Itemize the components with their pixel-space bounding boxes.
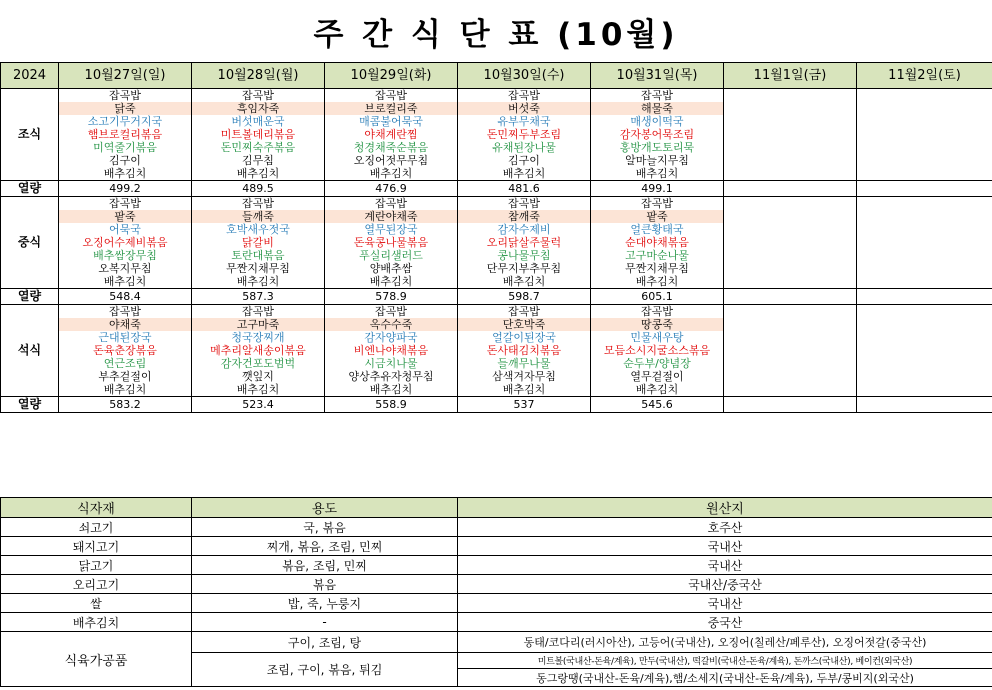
calorie-cell[interactable]: 545.6 xyxy=(591,397,724,413)
calorie-cell[interactable] xyxy=(724,397,857,413)
calorie-row xyxy=(1,181,992,197)
calorie-cell[interactable]: 598.7 xyxy=(458,289,591,305)
origin-row-processed xyxy=(1,632,992,653)
menu-cell[interactable]: 매생이떡국 xyxy=(591,115,724,128)
menu-cell[interactable] xyxy=(724,370,857,383)
menu-cell[interactable] xyxy=(724,344,857,357)
origin-row xyxy=(1,594,992,613)
menu-cell[interactable]: 흑임자죽 xyxy=(192,102,325,115)
menu-cell[interactable]: 양배추쌈 xyxy=(325,262,458,275)
menu-cell[interactable] xyxy=(857,331,992,344)
origin-origin-cell[interactable]: 국내산 xyxy=(458,594,992,613)
calorie-cell[interactable]: 499.2 xyxy=(59,181,192,197)
origin-ingredient-cell[interactable]: 돼지고기 xyxy=(1,537,192,556)
calorie-cell[interactable]: 587.3 xyxy=(192,289,325,305)
calorie-cell[interactable]: 578.9 xyxy=(325,289,458,305)
menu-cell[interactable]: 감자건포도범벅 xyxy=(192,357,325,370)
menu-cell[interactable]: 고구마순나물 xyxy=(591,249,724,262)
origin-ingredient-cell[interactable]: 닭고기 xyxy=(1,556,192,575)
meal-row-porridge xyxy=(1,102,992,115)
menu-cell[interactable] xyxy=(724,128,857,141)
menu-cell[interactable]: 돈민찌숙주볶음 xyxy=(192,141,325,154)
menu-cell[interactable]: 잡곡밥 xyxy=(325,197,458,211)
meal-row-side-dish-2 xyxy=(1,262,992,275)
menu-cell[interactable]: 유부무채국 xyxy=(458,115,591,128)
menu-cell[interactable]: 알마늘지무침 xyxy=(591,154,724,167)
menu-cell[interactable] xyxy=(857,210,992,223)
menu-cell[interactable] xyxy=(724,357,857,370)
menu-cell[interactable]: 배추김치 xyxy=(192,275,325,289)
menu-cell[interactable] xyxy=(724,167,857,181)
menu-cell[interactable]: 팥죽 xyxy=(591,210,724,223)
menu-cell[interactable]: 들깨죽 xyxy=(192,210,325,223)
origin-use-cell[interactable]: 찌개, 볶음, 조림, 민찌 xyxy=(192,537,458,556)
menu-cell[interactable]: 배추김치 xyxy=(458,167,591,181)
menu-cell[interactable]: 얼큰황태국 xyxy=(591,223,724,236)
day-header[interactable]: 10월28일(월) xyxy=(192,63,325,89)
calorie-cell[interactable]: 476.9 xyxy=(325,181,458,197)
origin-ingredient-cell[interactable]: 쇠고기 xyxy=(1,518,192,537)
meal-row-side-dish xyxy=(1,357,992,370)
menu-cell[interactable]: 배추김치 xyxy=(591,275,724,289)
menu-cell[interactable]: 닭죽 xyxy=(59,102,192,115)
origin-origin-cell[interactable]: 동그랑땡(국내산-돈육/계육),햄/소세지(국내산-돈육/계육), 두부/콩비지(외국산) xyxy=(458,669,992,687)
menu-cell[interactable]: 돈육콩나물볶음 xyxy=(325,236,458,249)
menu-cell[interactable]: 돈육춘장볶음 xyxy=(59,344,192,357)
menu-cell[interactable]: 배추김치 xyxy=(591,167,724,181)
calorie-cell[interactable] xyxy=(724,181,857,197)
meal-row-side-dish xyxy=(1,141,992,154)
origin-row xyxy=(1,613,992,632)
menu-cell[interactable]: 땅콩죽 xyxy=(591,318,724,331)
menu-cell[interactable]: 잡곡밥 xyxy=(59,89,192,103)
menu-cell[interactable] xyxy=(724,89,857,103)
menu-cell[interactable]: 잡곡밥 xyxy=(59,305,192,319)
menu-cell[interactable]: 배추김치 xyxy=(192,383,325,397)
menu-cell[interactable]: 근대된장국 xyxy=(59,331,192,344)
menu-cell[interactable]: 야채죽 xyxy=(59,318,192,331)
menu-cell[interactable]: 오징어수제비볶음 xyxy=(59,236,192,249)
menu-cell[interactable]: 잡곡밥 xyxy=(325,89,458,103)
menu-cell[interactable] xyxy=(724,197,857,211)
menu-cell[interactable] xyxy=(724,141,857,154)
origin-header-row xyxy=(1,498,992,518)
menu-cell[interactable]: 순두부/양념장 xyxy=(591,357,724,370)
origin-row xyxy=(1,575,992,594)
origin-origin-cell[interactable]: 국내산 xyxy=(458,556,992,575)
menu-cell[interactable] xyxy=(724,331,857,344)
menu-cell[interactable]: 잡곡밥 xyxy=(591,305,724,319)
origin-ingredient-cell[interactable]: 오리고기 xyxy=(1,575,192,594)
menu-cell[interactable] xyxy=(857,115,992,128)
meal-row-soup xyxy=(1,223,992,236)
meal-row-kimchi xyxy=(1,167,992,181)
meal-row-soup xyxy=(1,331,992,344)
origin-use-cell[interactable]: 볶음 xyxy=(192,575,458,594)
menu-cell[interactable]: 시금치나물 xyxy=(325,357,458,370)
calorie-label[interactable]: 열량 xyxy=(1,289,59,305)
menu-cell[interactable]: 돈사태김치볶음 xyxy=(458,344,591,357)
origin-use-cell[interactable]: 국, 볶음 xyxy=(192,518,458,537)
meal-label[interactable]: 중식 xyxy=(1,197,59,289)
menu-cell[interactable]: 잡곡밥 xyxy=(591,197,724,211)
weekly-menu-table xyxy=(0,62,992,413)
menu-cell[interactable] xyxy=(857,128,992,141)
origin-header-ingredient[interactable]: 식자재 xyxy=(1,498,192,518)
menu-cell[interactable]: 메추리알새송이볶음 xyxy=(192,344,325,357)
meal-row-kimchi xyxy=(1,275,992,289)
menu-cell[interactable] xyxy=(724,154,857,167)
menu-cell[interactable] xyxy=(857,236,992,249)
menu-cell[interactable]: 어묵국 xyxy=(59,223,192,236)
menu-cell[interactable] xyxy=(724,275,857,289)
origin-origin-cell[interactable]: 동태/코다리(러시아산), 고등어(국내산), 오징어(칠레산/페루산), 오징어젓갈(중국산) xyxy=(458,632,992,653)
menu-cell[interactable]: 유채된장나물 xyxy=(458,141,591,154)
menu-cell[interactable]: 브로컬리죽 xyxy=(325,102,458,115)
origin-use-cell[interactable]: 밥, 죽, 누룽지 xyxy=(192,594,458,613)
origin-table xyxy=(0,497,992,687)
menu-cell[interactable]: 배추김치 xyxy=(325,275,458,289)
menu-cell[interactable] xyxy=(724,210,857,223)
origin-row xyxy=(1,537,992,556)
origin-header-origin[interactable]: 원산지 xyxy=(458,498,992,518)
day-header[interactable]: 10월31일(목) xyxy=(591,63,724,89)
menu-cell[interactable]: 잡곡밥 xyxy=(192,89,325,103)
origin-origin-cell[interactable]: 중국산 xyxy=(458,613,992,632)
menu-cell[interactable]: 오리닭살주물럭 xyxy=(458,236,591,249)
menu-cell[interactable]: 얼갈이된장국 xyxy=(458,331,591,344)
calorie-cell[interactable] xyxy=(857,289,992,305)
menu-cell[interactable]: 비엔나야채볶음 xyxy=(325,344,458,357)
menu-cell[interactable]: 콩나물무침 xyxy=(458,249,591,262)
origin-origin-cell[interactable]: 미트볼(국내산-돈육/계육), 만두(국내산), 떡갈비(국내산-돈육/계육), 돈까스(국내산), 베이컨(외국산) xyxy=(458,653,992,669)
origin-row xyxy=(1,556,992,575)
menu-cell[interactable]: 들깨무나물 xyxy=(458,357,591,370)
calorie-label[interactable]: 열량 xyxy=(1,397,59,413)
menu-cell[interactable]: 순대야채볶음 xyxy=(591,236,724,249)
calorie-row xyxy=(1,397,992,413)
menu-cell[interactable]: 민물새우탕 xyxy=(591,331,724,344)
menu-cell[interactable]: 잡곡밥 xyxy=(192,197,325,211)
meal-row-rice xyxy=(1,305,992,319)
menu-cell[interactable]: 버섯죽 xyxy=(458,102,591,115)
menu-cell[interactable] xyxy=(857,249,992,262)
menu-cell[interactable] xyxy=(857,154,992,167)
menu-cell[interactable] xyxy=(857,89,992,103)
calorie-cell[interactable]: 558.9 xyxy=(325,397,458,413)
menu-cell[interactable]: 감자수제비 xyxy=(458,223,591,236)
origin-header-use[interactable]: 용도 xyxy=(192,498,458,518)
menu-cell[interactable]: 단호박죽 xyxy=(458,318,591,331)
menu-cell[interactable]: 감자봉어묵조림 xyxy=(591,128,724,141)
menu-cell[interactable]: 버섯매운국 xyxy=(192,115,325,128)
menu-cell[interactable]: 삼색겨자무침 xyxy=(458,370,591,383)
menu-cell[interactable]: 호박새우젓국 xyxy=(192,223,325,236)
menu-cell[interactable]: 햄브로컬리볶음 xyxy=(59,128,192,141)
origin-origin-cell[interactable]: 국내산/중국산 xyxy=(458,575,992,594)
menu-cell[interactable]: 김구이 xyxy=(458,154,591,167)
menu-cell[interactable] xyxy=(857,344,992,357)
calorie-cell[interactable]: 523.4 xyxy=(192,397,325,413)
menu-cell[interactable]: 배추김치 xyxy=(458,275,591,289)
origin-body xyxy=(1,498,992,687)
menu-cell[interactable] xyxy=(857,275,992,289)
menu-cell[interactable]: 배추김치 xyxy=(192,167,325,181)
menu-cell[interactable]: 김무침 xyxy=(192,154,325,167)
day-header[interactable]: 10월29일(화) xyxy=(325,63,458,89)
menu-cell[interactable] xyxy=(857,370,992,383)
menu-cell[interactable]: 미역줄기볶음 xyxy=(59,141,192,154)
menu-cell[interactable] xyxy=(857,305,992,319)
meal-row-main-dish xyxy=(1,344,992,357)
menu-cell[interactable]: 잡곡밥 xyxy=(59,197,192,211)
calorie-label[interactable]: 열량 xyxy=(1,181,59,197)
menu-cell[interactable]: 배추김치 xyxy=(59,275,192,289)
menu-cell[interactable] xyxy=(724,262,857,275)
meal-row-kimchi xyxy=(1,383,992,397)
meal-row-rice xyxy=(1,89,992,103)
meal-label[interactable]: 석식 xyxy=(1,305,59,397)
menu-cell[interactable] xyxy=(724,383,857,397)
origin-use-cell[interactable]: 볶음, 조림, 민찌 xyxy=(192,556,458,575)
menu-cell[interactable] xyxy=(724,305,857,319)
menu-cell[interactable]: 옥수수죽 xyxy=(325,318,458,331)
menu-cell[interactable] xyxy=(857,357,992,370)
menu-cell[interactable] xyxy=(724,318,857,331)
menu-cell[interactable] xyxy=(724,223,857,236)
menu-cell[interactable]: 배추김치 xyxy=(458,383,591,397)
calorie-cell[interactable] xyxy=(857,181,992,197)
origin-row xyxy=(1,518,992,537)
calorie-cell[interactable]: 499.1 xyxy=(591,181,724,197)
menu-cell[interactable]: 무짠지채무침 xyxy=(192,262,325,275)
menu-cell[interactable]: 소고기무거지국 xyxy=(59,115,192,128)
menu-cell[interactable]: 계란야채죽 xyxy=(325,210,458,223)
origin-ingredient-cell[interactable]: 배추김치 xyxy=(1,613,192,632)
menu-cell[interactable]: 토란대볶음 xyxy=(192,249,325,262)
year-cell[interactable]: 2024 xyxy=(1,63,59,89)
day-header-row xyxy=(1,63,992,89)
meal-row-soup xyxy=(1,115,992,128)
menu-cell[interactable]: 배추김치 xyxy=(325,167,458,181)
menu-cell[interactable]: 돈민찌두부조림 xyxy=(458,128,591,141)
meal-row-rice xyxy=(1,197,992,211)
menu-cell[interactable]: 잡곡밥 xyxy=(458,89,591,103)
menu-cell[interactable]: 잡곡밥 xyxy=(325,305,458,319)
menu-cell[interactable]: 배추김치 xyxy=(59,383,192,397)
menu-cell[interactable] xyxy=(857,102,992,115)
menu-cell[interactable]: 매콤불어묵국 xyxy=(325,115,458,128)
meal-row-main-dish xyxy=(1,236,992,249)
menu-cell[interactable]: 야채계란찜 xyxy=(325,128,458,141)
menu-cell[interactable]: 청국장찌개 xyxy=(192,331,325,344)
calorie-cell[interactable]: 548.4 xyxy=(59,289,192,305)
menu-cell[interactable]: 잡곡밥 xyxy=(458,305,591,319)
menu-cell[interactable]: 잡곡밥 xyxy=(458,197,591,211)
menu-cell[interactable]: 해물죽 xyxy=(591,102,724,115)
meal-row-side-dish xyxy=(1,249,992,262)
calorie-cell[interactable]: 481.6 xyxy=(458,181,591,197)
menu-cell[interactable] xyxy=(857,383,992,397)
origin-ingredient-cell[interactable]: 식육가공품 xyxy=(1,632,192,687)
menu-cell[interactable]: 김구이 xyxy=(59,154,192,167)
day-header[interactable]: 11월2일(토) xyxy=(857,63,992,89)
menu-cell[interactable]: 깻잎지 xyxy=(192,370,325,383)
menu-cell[interactable]: 배추쌈장무침 xyxy=(59,249,192,262)
menu-cell[interactable]: 양상추유자청무침 xyxy=(325,370,458,383)
calorie-cell[interactable]: 537 xyxy=(458,397,591,413)
calorie-cell[interactable] xyxy=(857,397,992,413)
meal-row-side-dish-2 xyxy=(1,154,992,167)
menu-cell[interactable]: 팥죽 xyxy=(59,210,192,223)
origin-origin-cell[interactable]: 국내산 xyxy=(458,537,992,556)
calorie-cell[interactable]: 583.2 xyxy=(59,397,192,413)
menu-cell[interactable]: 부추겉절이 xyxy=(59,370,192,383)
menu-cell[interactable]: 연근조림 xyxy=(59,357,192,370)
day-header[interactable]: 11월1일(금) xyxy=(724,63,857,89)
calorie-cell[interactable] xyxy=(724,289,857,305)
menu-cell[interactable] xyxy=(857,262,992,275)
menu-cell[interactable]: 오징어젓무무침 xyxy=(325,154,458,167)
meal-row-porridge xyxy=(1,318,992,331)
origin-use-cell[interactable]: - xyxy=(192,613,458,632)
menu-cell[interactable] xyxy=(724,249,857,262)
menu-cell[interactable]: 오복지무침 xyxy=(59,262,192,275)
menu-cell[interactable] xyxy=(857,167,992,181)
calorie-cell[interactable]: 489.5 xyxy=(192,181,325,197)
menu-cell[interactable]: 열무된장국 xyxy=(325,223,458,236)
origin-use-cell[interactable]: 조림, 구이, 볶음, 튀김 xyxy=(192,653,458,687)
calorie-cell[interactable]: 605.1 xyxy=(591,289,724,305)
menu-cell[interactable] xyxy=(857,318,992,331)
menu-cell[interactable]: 열무겉절이 xyxy=(591,370,724,383)
meal-row-porridge xyxy=(1,210,992,223)
origin-use-cell[interactable]: 구이, 조림, 탕 xyxy=(192,632,458,653)
menu-cell[interactable] xyxy=(724,236,857,249)
menu-cell[interactable]: 참깨죽 xyxy=(458,210,591,223)
menu-cell[interactable]: 감자양파국 xyxy=(325,331,458,344)
menu-cell[interactable]: 잡곡밥 xyxy=(591,89,724,103)
calorie-row xyxy=(1,289,992,305)
menu-cell[interactable]: 미트볼데리볶음 xyxy=(192,128,325,141)
day-header[interactable]: 10월30일(수) xyxy=(458,63,591,89)
menu-cell[interactable]: 푸실리샐러드 xyxy=(325,249,458,262)
menu-body xyxy=(1,63,992,413)
menu-cell[interactable]: 배추김치 xyxy=(325,383,458,397)
meal-row-main-dish xyxy=(1,128,992,141)
menu-cell[interactable] xyxy=(857,197,992,211)
menu-cell[interactable]: 배추김치 xyxy=(591,383,724,397)
menu-cell[interactable]: 모듬소시지굴소스볶음 xyxy=(591,344,724,357)
menu-cell[interactable] xyxy=(857,141,992,154)
menu-cell[interactable]: 잡곡밥 xyxy=(192,305,325,319)
origin-origin-cell[interactable]: 호주산 xyxy=(458,518,992,537)
menu-cell[interactable]: 닭갈비 xyxy=(192,236,325,249)
menu-cell[interactable] xyxy=(724,115,857,128)
menu-cell[interactable]: 청경채죽순볶음 xyxy=(325,141,458,154)
page-title: 주 간 식 단 표 (10월) xyxy=(0,0,992,63)
menu-cell[interactable]: 홍방개도토리묵 xyxy=(591,141,724,154)
menu-cell[interactable]: 고구마죽 xyxy=(192,318,325,331)
menu-cell[interactable] xyxy=(857,223,992,236)
menu-cell[interactable]: 단무지부추무침 xyxy=(458,262,591,275)
meal-row-side-dish-2 xyxy=(1,370,992,383)
menu-cell[interactable] xyxy=(724,102,857,115)
menu-cell[interactable]: 무짠지채무침 xyxy=(591,262,724,275)
day-header[interactable]: 10월27일(일) xyxy=(59,63,192,89)
menu-cell[interactable]: 배추김치 xyxy=(59,167,192,181)
origin-ingredient-cell[interactable]: 쌀 xyxy=(1,594,192,613)
meal-label[interactable]: 조식 xyxy=(1,89,59,181)
